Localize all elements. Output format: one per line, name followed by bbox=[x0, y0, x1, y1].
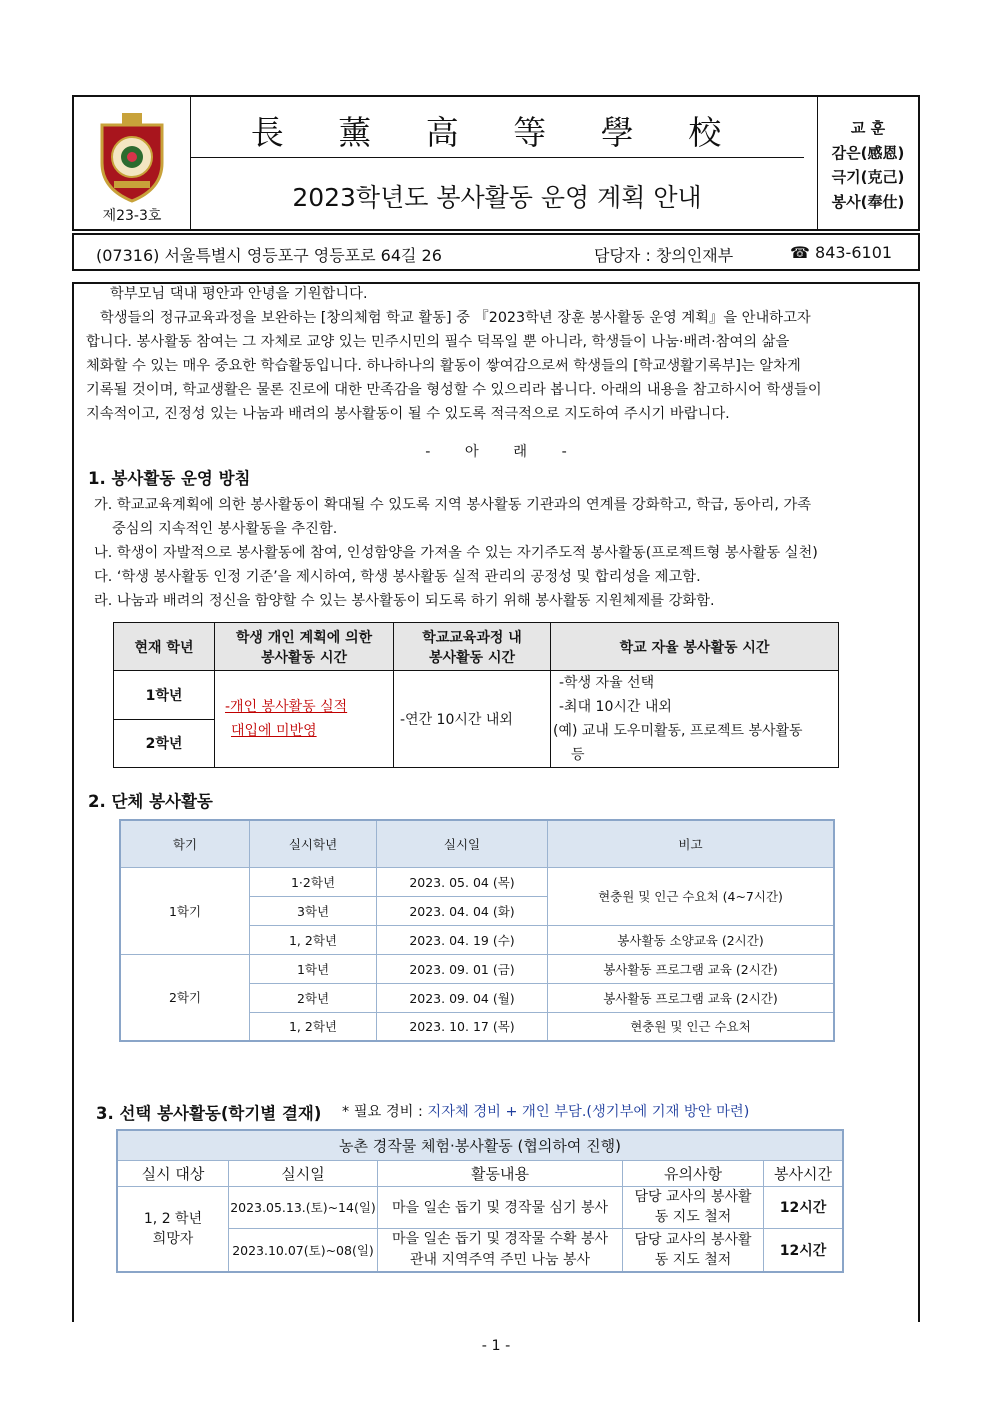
date-cell: 2023. 05. 04 (목) bbox=[377, 867, 548, 896]
note-cell: 봉사활동 소양교육 (2시간) bbox=[548, 925, 835, 954]
intro-line: 기록될 것이며, 학교생활은 물론 진로에 대한 만족감을 형성할 수 있으리라 봅니다. 아래의 내용을 참고하시어 학생들이 bbox=[86, 382, 822, 398]
table-title: 농촌 경작물 체험·봉사활동 (협의하여 진행) bbox=[117, 1130, 843, 1160]
table-header: 실시 대상 bbox=[117, 1160, 229, 1186]
grade-cell: 1, 2학년 bbox=[250, 925, 377, 954]
motto-item: 극기(克己) bbox=[831, 168, 905, 186]
section-1-title: 1. 봉사활동 운영 방침 bbox=[88, 469, 251, 488]
table-header: 유의사항 bbox=[623, 1160, 764, 1186]
caution-cell: 담당 교사의 봉사활 동 지도 철저 bbox=[623, 1186, 764, 1228]
note-cell: 봉사활동 프로그램 교육 (2시간) bbox=[548, 954, 835, 983]
table-header: 실시학년 bbox=[250, 820, 377, 867]
content-cell: 마을 일손 돕기 및 경작물 심기 봉사 bbox=[378, 1186, 623, 1228]
policy-item: 라. 나눔과 배려의 정신을 함양할 수 있는 봉사활동이 되도록 하기 위해 봉사활동 지원체제를 강화함. bbox=[94, 593, 715, 609]
grade-cell: 1학년 bbox=[250, 954, 377, 983]
table-header: 실시일 bbox=[377, 820, 548, 867]
section-3-title: 3. 선택 봉사활동(학기별 결재) bbox=[96, 1104, 322, 1123]
content-cell: 마을 일손 돕기 및 경작물 수확 봉사 관내 지역주역 주민 나눔 봉사 bbox=[378, 1228, 623, 1272]
table-header: 봉사시간 bbox=[764, 1160, 844, 1186]
table-header: 비고 bbox=[548, 820, 835, 867]
table-header: 학기 bbox=[120, 820, 250, 867]
hours-cell: 12시간 bbox=[764, 1228, 844, 1272]
page-number: - 1 - bbox=[481, 1338, 511, 1354]
group-activity-table bbox=[119, 819, 835, 1042]
policy-item: 중심의 지속적인 봉사활동을 추진함. bbox=[112, 521, 338, 537]
grade-cell: 1학년 bbox=[114, 671, 215, 720]
grade-cell: 2학년 bbox=[250, 983, 377, 1012]
document-title: 2023학년도 봉사활동 운영 계획 안내 bbox=[292, 183, 702, 212]
grade-cell: 3학년 bbox=[250, 896, 377, 925]
personal-hours-cell: -개인 봉사활동 실적 대입에 미반영 bbox=[215, 671, 394, 768]
policy-item: 나. 학생이 자발적으로 봉사활동에 참여, 인성함양을 가져올 수 있는 자기주도적 봉사활동(프로젝트형 봉사활동 실천) bbox=[94, 545, 818, 561]
grade-cell: 1, 2학년 bbox=[250, 1012, 377, 1041]
date-cell: 2023. 09. 04 (월) bbox=[377, 983, 548, 1012]
school-emblem-icon bbox=[96, 111, 168, 203]
school-name-row bbox=[190, 97, 804, 158]
note-cell: 현충원 및 인근 수요처 (4~7시간) bbox=[548, 867, 835, 925]
note-cell: 현충원 및 인근 수요처 bbox=[548, 1012, 835, 1041]
policy-item: 다. ‘학생 봉사활동 인정 기준’을 제시하여, 학생 봉사활동 실적 관리의 공정성 및 합리성을 제고함. bbox=[94, 569, 701, 585]
autonomous-hours-cell: -학생 자율 선택 -최대 10시간 내외 (예) 교내 도우미활동, 프로젝트 봉사활동 등 bbox=[551, 671, 839, 768]
hours-cell: 12시간 bbox=[764, 1186, 844, 1228]
logo-cell bbox=[74, 97, 191, 229]
intro-line: 지속적이고, 진정성 있는 나눔과 배려의 봉사활동이 될 수 있도록 적극적으로 지도하여 주시기 바랍니다. bbox=[86, 406, 730, 422]
grade-cell: 2학년 bbox=[114, 719, 215, 768]
policy-item: 가. 학교교육계획에 의한 봉사활동이 확대될 수 있도록 지역 봉사활동 기관과의 연계를 강화학고, 학급, 동아리, 가족 bbox=[94, 497, 812, 513]
date-cell: 2023. 04. 04 (화) bbox=[377, 896, 548, 925]
hours-policy-table bbox=[113, 622, 839, 768]
motto-cell bbox=[817, 97, 918, 229]
intro-line: 학부모님 댁내 평안과 안녕을 기원합니다. bbox=[110, 286, 368, 302]
motto-title: 교 훈 bbox=[850, 119, 886, 137]
date-cell: 2023.05.13.(토)~14(일) bbox=[229, 1186, 378, 1228]
title-cell bbox=[190, 97, 804, 229]
table-header: 현재 학년 bbox=[114, 623, 215, 671]
table-header: 학교 자율 봉사활동 시간 bbox=[551, 623, 839, 671]
table-header: 활동내용 bbox=[378, 1160, 623, 1186]
address-bar bbox=[72, 233, 920, 271]
below-marker: - 아 래 - bbox=[425, 444, 567, 460]
phone-number: ☎ 843-6101 bbox=[790, 243, 893, 262]
motto-item: 봉사(奉仕) bbox=[831, 193, 905, 211]
document-number: 제23-3호 bbox=[102, 208, 162, 224]
date-cell: 2023. 04. 19 (수) bbox=[377, 925, 548, 954]
cost-note: * 필요 경비 : 지자체 경비 + 개인 부담.(생기부에 기재 방안 마련) bbox=[342, 1104, 750, 1120]
target-cell: 1, 2 학년 희망자 bbox=[117, 1186, 229, 1272]
table-header: 학생 개인 계획에 의한 봉사활동 시간 bbox=[215, 623, 394, 671]
school-name: 長 薰 高 等 學 校 bbox=[250, 113, 744, 152]
intro-line: 학생들의 정규교육과정을 보완하는 [창의체험 학교 활동] 중 『2023학년 장훈 봉사활동 운영 계획』을 안내하고자 bbox=[100, 310, 811, 326]
note-cell: 봉사활동 프로그램 교육 (2시간) bbox=[548, 983, 835, 1012]
letterhead bbox=[72, 95, 920, 231]
optional-activity-table bbox=[116, 1129, 844, 1273]
motto-item: 감은(感恩) bbox=[831, 144, 905, 162]
intro-line: 체화할 수 있는 매우 중요한 학습활동입니다. 하나하나의 활동이 쌓여감으로써 학생들의 [학교생활기록부]는 알차게 bbox=[86, 358, 801, 374]
table-header: 실시일 bbox=[229, 1160, 378, 1186]
date-cell: 2023. 10. 17 (목) bbox=[377, 1012, 548, 1041]
intro-line: 합니다. 봉사활동 참여는 그 자체로 교양 있는 민주시민의 필수 덕목일 뿐 아니라, 학생들이 나눔·배려·참여의 삶을 bbox=[86, 334, 790, 350]
contact-person: 담당자 : 창의인재부 bbox=[594, 246, 734, 265]
date-cell: 2023.10.07(토)~08(일) bbox=[229, 1228, 378, 1272]
date-cell: 2023. 09. 01 (금) bbox=[377, 954, 548, 983]
grade-cell: 1·2학년 bbox=[250, 867, 377, 896]
caution-cell: 담당 교사의 봉사활 동 지도 철저 bbox=[623, 1228, 764, 1272]
section-2-title: 2. 단체 봉사활동 bbox=[88, 792, 213, 811]
address: (07316) 서울특별시 영등포구 영등포로 64길 26 bbox=[96, 246, 442, 265]
semester-cell: 1학기 bbox=[120, 867, 250, 954]
table-header: 학교교육과정 내 봉사활동 시간 bbox=[394, 623, 551, 671]
semester-cell: 2학기 bbox=[120, 954, 250, 1041]
curriculum-hours-cell: -연간 10시간 내외 bbox=[394, 671, 551, 768]
